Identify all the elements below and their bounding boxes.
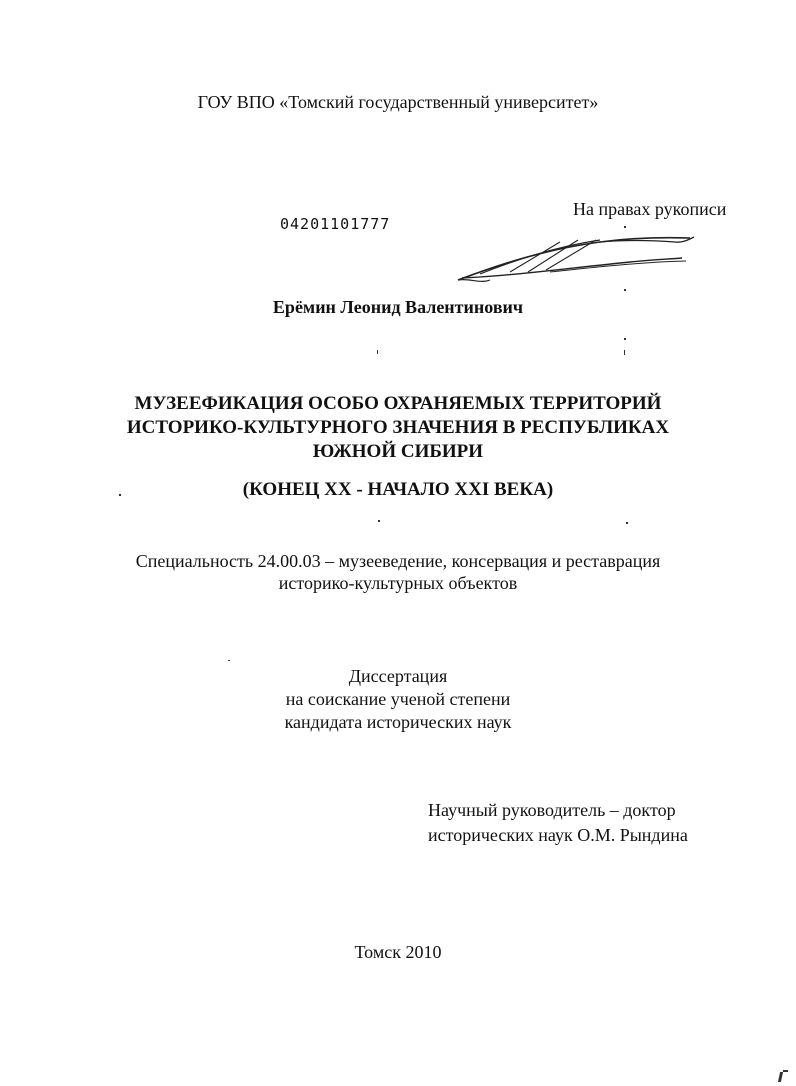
city-year: Томск 2010: [354, 942, 442, 962]
degree-block: [0, 665, 796, 734]
signature-icon: [450, 228, 700, 288]
scan-speck: [378, 520, 380, 522]
scan-speck: [228, 660, 230, 661]
author-name: Ерёмин Леонид Валентинович: [272, 297, 524, 317]
scan-speck: [624, 226, 626, 228]
title-line: ЮЖНОЙ СИБИРИ: [312, 441, 484, 462]
footer-block: [0, 942, 796, 963]
degree-line: на соискание ученой степени: [285, 689, 511, 709]
author-block: [0, 297, 796, 318]
degree-line: кандидата исторических наук: [284, 712, 512, 732]
dissertation-title: [0, 392, 796, 464]
manuscript-rights-label: На правах рукописи: [573, 199, 727, 219]
institution-name: ГОУ ВПО «Томский государственный университет»: [197, 92, 599, 112]
scan-speck: [624, 289, 626, 291]
title-period: (КОНЕЦ XX - НАЧАЛО XXI ВЕКА): [242, 479, 554, 500]
title-period-block: [0, 479, 796, 501]
title-line: МУЗЕЕФИКАЦИЯ ОСОБО ОХРАНЯЕМЫХ ТЕРРИТОРИЙ: [134, 393, 662, 414]
scan-speck: [626, 522, 628, 524]
specialty-line: историко-культурных объектов: [278, 573, 518, 593]
scan-speck: [778, 1072, 783, 1082]
scan-speck: [783, 1070, 788, 1072]
scan-speck: [119, 494, 121, 496]
institution-header: [0, 92, 796, 113]
specialty-block: [0, 550, 796, 594]
supervisor-block: [428, 798, 688, 848]
scan-speck: [624, 350, 625, 355]
catalog-number: 04201101777: [280, 215, 391, 233]
scan-speck: [377, 350, 378, 354]
degree-line: Диссертация: [348, 666, 448, 686]
supervisor-line: Научный руководитель – доктор: [428, 800, 676, 820]
title-line: ИСТОРИКО-КУЛЬТУРНОГО ЗНАЧЕНИЯ В РЕСПУБЛИКАХ: [126, 417, 670, 438]
supervisor-line: исторических наук О.М. Рындина: [428, 825, 688, 845]
specialty-line: Специальность 24.00.03 – музееведение, консервация и реставрация: [135, 551, 661, 571]
scan-speck: [624, 338, 626, 340]
